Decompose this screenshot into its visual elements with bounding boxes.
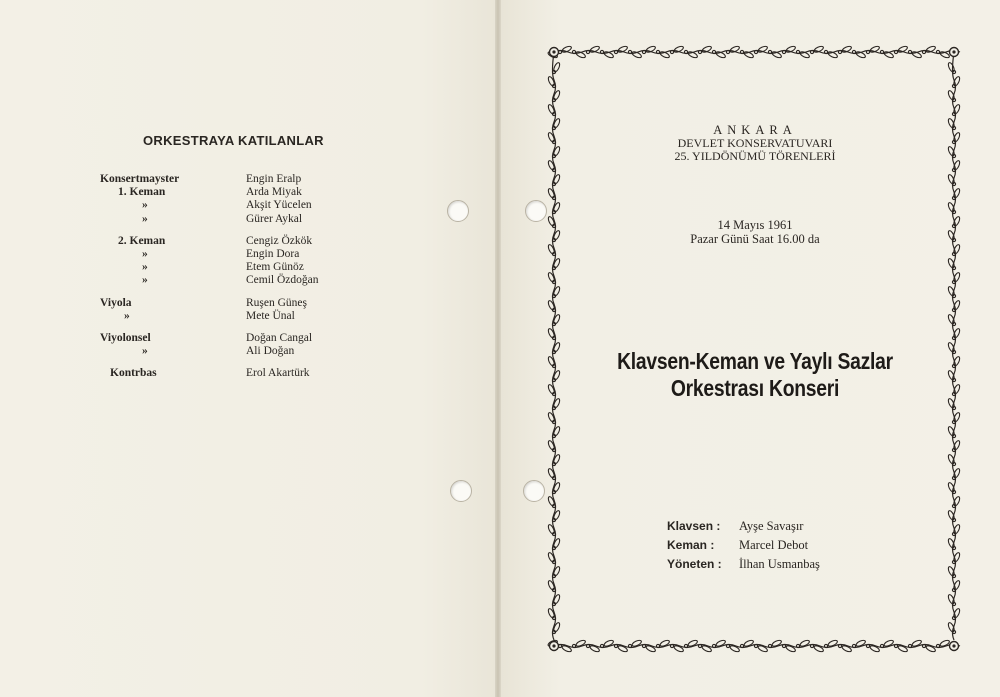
orchestra-roster [100,173,400,389]
concert-title-line-1: Klavsen-Keman ve Yaylı Sazlar [617,348,893,374]
roster-row [100,213,400,226]
roster-ditto-mark: » [142,247,148,260]
roster-role: Kontrbas [110,367,157,380]
performer-label: Klavsen : [667,519,721,533]
roster-row [100,332,400,345]
roster-name: Akşit Yücelen [246,199,312,212]
punch-hole [523,480,545,502]
roster-ditto-mark: » [124,309,130,322]
roster-row [100,274,400,287]
roster-name: Arda Miyak [246,186,302,199]
roster-name: Ali Doğan [246,345,295,358]
roster-group-cello [100,332,400,358]
roster-group-bass [100,367,400,380]
header-anniversary: 25. YILDÖNÜMÜ TÖRENLERİ [674,149,836,163]
roster-group-viola [100,297,400,323]
punch-hole [447,200,469,222]
roster-row [100,199,400,212]
header-city: ANKARA [713,123,797,137]
roster-ditto-mark: » [142,261,148,274]
page-fold [495,0,501,697]
performer-row [667,555,917,574]
roster-row [100,248,400,261]
performer-label: Yöneten : [667,557,722,571]
program-header [560,124,950,163]
roster-ditto-mark: » [142,274,148,287]
performers-list [667,517,917,574]
roster-ditto-mark: » [142,212,148,225]
header-institution: DEVLET KONSERVATUVARI [677,136,833,150]
roster-ditto-mark: » [142,345,148,358]
roster-group-violin-1 [100,173,400,226]
roster-row [110,367,400,380]
performer-row [667,517,917,536]
roster-name: Ruşen Güneş [246,296,308,309]
punch-hole [525,200,547,222]
roster-name: Doğan Cangal [246,331,313,344]
roster-name: Engin Eralp [246,173,302,185]
roster-name: Cemil Özdoğan [246,274,319,287]
performer-row [667,536,917,555]
concert-date-day: 14 Mayıs 1961 [717,218,793,232]
roster-row [100,261,400,274]
roster-name: Cengiz Özkök [246,234,313,247]
roster-row [100,345,400,358]
roster-name: Etem Günöz [246,261,304,274]
roster-row [100,310,400,323]
performer-name: Marcel Debot [739,538,809,552]
roster-row [100,173,400,186]
roster-row [100,297,400,310]
punch-hole [450,480,472,502]
performer-name: Ayşe Savaşır [739,519,804,533]
roster-name: Gürer Aykal [246,212,303,225]
roster-name: Erol Akartürk [246,367,310,380]
concert-date-time: Pazar Günü Saat 16.00 da [690,232,820,246]
roster-role: Viyolonsel [100,331,151,344]
roster-role: Konsertmayster [100,173,180,185]
roster-ditto-mark: » [142,199,148,212]
concert-title [591,348,919,402]
concert-title-line-2: Orkestrası Konseri [670,375,840,401]
roster-group-violin-2 [100,235,400,288]
roster-role: Viyola [100,296,132,309]
roster-name: Engin Dora [246,247,300,260]
orchestra-members-title: ORKESTRAYA KATILANLAR [143,133,324,148]
roster-row [100,235,400,248]
roster-row [100,186,400,199]
concert-date [560,218,950,246]
performer-name: İlhan Usmanbaş [739,557,820,571]
roster-role: 1. Keman [118,186,166,199]
roster-role: 2. Keman [118,234,166,247]
performer-label: Keman : [667,538,715,552]
roster-name: Mete Ünal [246,309,295,322]
